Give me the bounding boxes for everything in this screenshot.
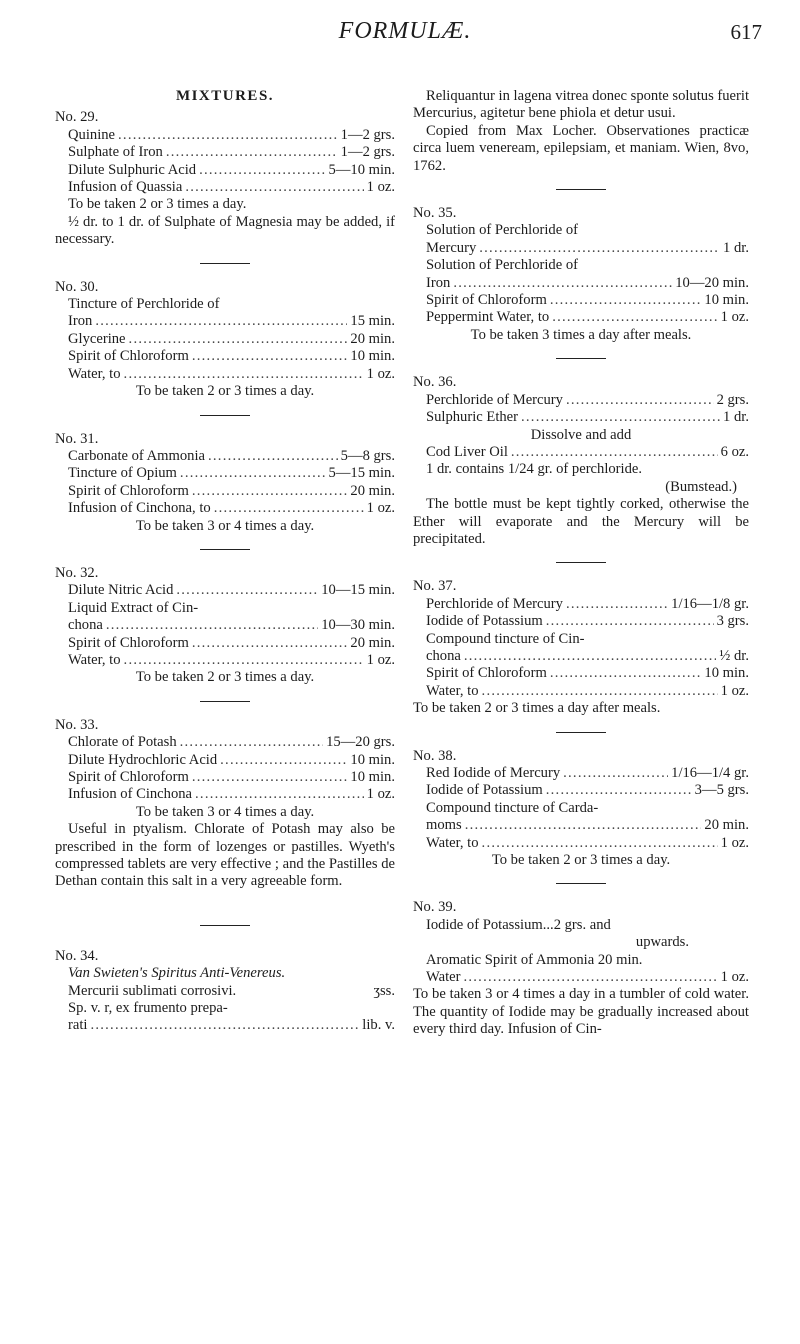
dosage-instruction: To be taken 2 or 3 times a day. bbox=[135, 383, 315, 400]
ingredient-line bbox=[413, 596, 749, 613]
recipe-subtitle: Van Swieten's Spiritus Anti-Venereus. bbox=[68, 965, 286, 982]
ingredient-qty: 5—10 min. bbox=[328, 161, 395, 178]
ingredient-name: Perchloride of Mercury bbox=[426, 595, 563, 612]
ingredient-line bbox=[55, 127, 395, 144]
section-divider bbox=[200, 263, 250, 264]
ingredient-qty: 20 min. bbox=[704, 817, 749, 834]
ingredient-line bbox=[55, 1017, 395, 1034]
ingredient-name-line: Compound tincture of Cin- bbox=[426, 630, 585, 647]
ingredient-name: Iodide of Potassium bbox=[426, 613, 543, 630]
dosage-instruction: To be taken 2 or 3 times a day. bbox=[68, 196, 247, 213]
section-divider bbox=[556, 732, 606, 733]
ingredient-name: Dilute Sulphuric Acid bbox=[68, 161, 197, 178]
ingredient-line bbox=[413, 444, 749, 461]
ingredient-name: Infusion of Quassia bbox=[68, 179, 183, 196]
section-divider bbox=[556, 883, 606, 884]
ingredient-qty: 1 oz. bbox=[366, 500, 395, 517]
recipe-36 bbox=[413, 374, 749, 548]
recipe-number: No. 29. bbox=[55, 109, 99, 126]
dose-content-note: 1 dr. contains 1/24 gr. of perchloride. bbox=[426, 461, 643, 478]
ingredient-qty: 1 oz. bbox=[720, 834, 749, 851]
ingredient-line bbox=[413, 665, 749, 682]
recipe-source-note: Copied from Max Locher. Observationes practicæ circa luem veneream, epilepsiam, et maniam. Wien, 8vo, 1762. bbox=[413, 122, 749, 174]
ingredient-line bbox=[413, 683, 749, 700]
ingredient-line bbox=[413, 765, 749, 782]
ingredient-line bbox=[413, 240, 749, 257]
section-title: MIXTURES. bbox=[175, 88, 275, 104]
ingredient-name: Cod Liver Oil bbox=[426, 443, 508, 460]
dosage-instruction: To be taken 3 or 4 times a day. bbox=[135, 803, 315, 820]
section-divider bbox=[200, 549, 250, 550]
ingredient-line bbox=[55, 652, 395, 669]
ingredient-line bbox=[55, 582, 395, 599]
ingredient-qty: 1 dr. bbox=[723, 239, 749, 256]
ingredient-name: Spirit of Chloroform bbox=[426, 665, 547, 682]
recipe-38 bbox=[413, 748, 749, 870]
recipe-34-continued bbox=[413, 88, 749, 175]
ingredient-name: Perchloride of Mercury bbox=[426, 391, 563, 408]
recipe-34 bbox=[55, 948, 395, 1035]
recipe-35 bbox=[413, 205, 749, 344]
ingredient-qty: 20 min. bbox=[350, 330, 395, 347]
dosage-instruction: To be taken 2 or 3 times a day. bbox=[135, 669, 315, 686]
ingredient-line bbox=[55, 144, 395, 161]
ingredient-line bbox=[55, 162, 395, 179]
ingredient-name: Dilute Nitric Acid bbox=[68, 582, 174, 599]
ingredient-name: Water bbox=[426, 969, 461, 986]
ingredient-line bbox=[413, 817, 749, 834]
ingredient-qty: ʒss. bbox=[373, 982, 395, 999]
page-header bbox=[0, 14, 800, 54]
recipe-note: To be taken 3 or 4 times a day in a tumbler of cold water. The quantity of Iodide may be gradually increased about every third day. Infusion of Cin- bbox=[413, 986, 749, 1038]
ingredient-qty: 5—8 grs. bbox=[340, 447, 395, 464]
ingredient-line bbox=[55, 983, 395, 1000]
ingredient-name: chona bbox=[426, 647, 461, 664]
ingredient-line bbox=[413, 782, 749, 799]
ingredient-qty: 1 oz. bbox=[366, 179, 395, 196]
ingredient-qty: 1 oz. bbox=[366, 651, 395, 668]
ingredient-name: Quinine bbox=[68, 126, 116, 143]
ingredient-qty: 1—2 grs. bbox=[340, 126, 395, 143]
ingredient-qty: 1/16—1/4 gr. bbox=[671, 765, 749, 781]
ingredient-name-line: Liquid Extract of Cin- bbox=[68, 599, 199, 616]
section-divider bbox=[200, 701, 250, 702]
ingredient-qty: lib. v. bbox=[362, 1017, 395, 1034]
ingredient-line bbox=[55, 734, 395, 751]
ingredient-qty: 10—20 min. bbox=[675, 274, 749, 291]
ingredient-name: Mercury bbox=[426, 239, 477, 256]
recipe-number: No. 31. bbox=[55, 430, 99, 447]
ingredient-line bbox=[413, 392, 749, 409]
ingredient-name: moms bbox=[426, 817, 462, 834]
ingredient-qty: 1 oz. bbox=[720, 682, 749, 699]
ingredient-line bbox=[55, 366, 395, 383]
recipe-number: No. 32. bbox=[55, 564, 99, 581]
ingredient-line bbox=[55, 483, 395, 500]
ingredient-qty: 20 min. bbox=[350, 634, 395, 651]
ingredient-name: chona bbox=[68, 617, 103, 634]
page-number: 617 bbox=[730, 20, 762, 44]
ingredient-name: Dilute Hydrochloric Acid bbox=[68, 751, 218, 768]
ingredient-name: Peppermint Water, to bbox=[426, 309, 550, 326]
ingredient-qty: 3 grs. bbox=[716, 613, 749, 630]
ingredient-qty: 10 min. bbox=[350, 769, 395, 785]
ingredient-line bbox=[55, 348, 395, 365]
running-title: FORMULÆ. bbox=[338, 18, 472, 44]
dosage-instruction: To be taken 3 or 4 times a day. bbox=[135, 517, 315, 534]
recipe-32 bbox=[55, 565, 395, 687]
ingredient-line bbox=[55, 331, 395, 348]
ingredient-line bbox=[55, 313, 395, 330]
ingredient-qty: 15—20 grs. bbox=[326, 734, 395, 751]
section-divider bbox=[200, 925, 250, 926]
ingredient-line bbox=[55, 617, 395, 634]
ingredient-name: Iodide of Potassium bbox=[426, 782, 543, 799]
ingredient-line bbox=[413, 648, 749, 665]
recipe-note: The bottle must be kept tightly corked, otherwise the Ether will evaporate and the Mercury will be precipitated. bbox=[413, 496, 749, 547]
ingredient-line bbox=[55, 465, 395, 482]
ingredient-line bbox=[55, 786, 395, 803]
ingredient-name-line: Tincture of Perchloride of bbox=[68, 296, 220, 313]
ingredient-line bbox=[413, 275, 749, 292]
ingredient-line bbox=[55, 769, 395, 786]
dosage-instruction: To be taken 2 or 3 times a day after meals. bbox=[413, 700, 661, 717]
ingredient-name: Water, to bbox=[68, 365, 121, 382]
dosage-instruction: To be taken 2 or 3 times a day. bbox=[491, 852, 671, 869]
recipe-note: Useful in ptyalism. Chlorate of Potash may also be prescribed in the form of lozenges or pastilles. Wyeth's compressed tablets are very effective ; and the Pastilles de Dethan contain this salt in a very agreeable form. bbox=[55, 821, 395, 890]
ingredient-line bbox=[413, 292, 749, 309]
ingredient-name: Infusion of Cinchona, to bbox=[68, 500, 211, 517]
ingredient-name: Iron bbox=[426, 274, 451, 291]
ingredient-name: Sulphate of Iron bbox=[68, 144, 163, 161]
ingredient-qty: 10—30 min. bbox=[321, 617, 395, 634]
recipe-attribution: (Bumstead.) bbox=[665, 478, 737, 495]
ingredient-name: Chlorate of Potash bbox=[68, 734, 177, 751]
ingredient-name: rati bbox=[68, 1017, 88, 1034]
ingredient-name: Sulphuric Ether bbox=[426, 409, 519, 426]
section-divider bbox=[556, 358, 606, 359]
ingredient-name: Red Iodide of Mercury bbox=[426, 765, 561, 781]
ingredient-qty: 10 min. bbox=[704, 665, 749, 682]
ingredient-name: Tincture of Opium bbox=[68, 465, 177, 482]
ingredient-name: Mercurii sublimati corrosivi. bbox=[68, 982, 237, 999]
ingredient-line bbox=[55, 500, 395, 517]
ingredient-name: Spirit of Chloroform bbox=[68, 482, 189, 499]
section-divider bbox=[556, 562, 606, 563]
recipe-30 bbox=[55, 279, 395, 401]
ingredient-name: Water, to bbox=[426, 834, 479, 851]
ingredient-line bbox=[413, 835, 749, 852]
ingredient-name: Infusion of Cinchona bbox=[68, 786, 193, 803]
recipe-number: No. 34. bbox=[55, 947, 99, 964]
ingredient-line bbox=[55, 448, 395, 465]
ingredient-line: Iodide of Potassium...2 grs. and bbox=[426, 916, 611, 933]
recipe-number: No. 38. bbox=[413, 747, 457, 764]
recipe-29 bbox=[55, 109, 395, 248]
recipe-number: No. 36. bbox=[413, 374, 457, 391]
ingredient-name: Carbonate of Ammonia bbox=[68, 447, 205, 464]
ingredient-line bbox=[413, 613, 749, 630]
ingredient-name: Water, to bbox=[68, 651, 121, 668]
recipe-number: No. 30. bbox=[55, 278, 99, 295]
recipe-note: Reliquantur in lagena vitrea donec sponte solutus fuerit Mercurius, agitetur bene phiola et detur usui. bbox=[413, 88, 750, 122]
recipe-39 bbox=[413, 899, 749, 1038]
ingredient-name: Water, to bbox=[426, 682, 479, 699]
ingredient-line-continued: upwards. bbox=[635, 934, 689, 951]
ingredient-qty: 1 oz. bbox=[366, 786, 395, 803]
ingredient-name-line: Sp. v. r, ex frumento prepa- bbox=[68, 1000, 228, 1017]
ingredient-qty: 1 oz. bbox=[720, 309, 749, 326]
recipe-33 bbox=[55, 717, 395, 891]
ingredient-line bbox=[55, 635, 395, 652]
ingredient-qty: 1 oz. bbox=[366, 365, 395, 382]
recipe-37 bbox=[413, 578, 749, 717]
ingredient-line bbox=[55, 752, 395, 769]
ingredient-qty: 1 dr. bbox=[723, 409, 749, 426]
ingredient-name: Spirit of Chloroform bbox=[68, 348, 189, 365]
recipe-note: ½ dr. to 1 dr. of Sulphate of Magnesia may be added, if necessary. bbox=[55, 213, 395, 248]
dosage-instruction: To be taken 3 times a day after meals. bbox=[470, 326, 692, 343]
recipe-number: No. 37. bbox=[413, 578, 457, 595]
ingredient-line bbox=[413, 409, 749, 426]
ingredient-qty: 5—15 min. bbox=[328, 465, 395, 482]
ingredient-qty: 1 oz. bbox=[720, 969, 749, 986]
ingredient-name: Spirit of Chloroform bbox=[426, 292, 547, 309]
ingredient-name: Spirit of Chloroform bbox=[68, 769, 189, 785]
right-column bbox=[413, 88, 749, 1039]
ingredient-qty: 10—15 min. bbox=[321, 582, 395, 599]
ingredient-name: Spirit of Chloroform bbox=[68, 634, 189, 651]
ingredient-line bbox=[55, 179, 395, 196]
ingredient-qty: 15 min. bbox=[350, 313, 395, 330]
ingredient-line bbox=[413, 969, 749, 986]
ingredient-qty: 10 min. bbox=[350, 751, 395, 768]
ingredient-line: Aromatic Spirit of Ammonia 20 min. bbox=[426, 951, 643, 968]
ingredient-qty: 1—2 grs. bbox=[340, 144, 395, 161]
ingredient-name-line: Compound tincture of Carda- bbox=[426, 799, 599, 816]
preparation-step: Dissolve and add bbox=[530, 426, 632, 443]
ingredient-qty: ½ dr. bbox=[719, 647, 749, 664]
recipe-number: No. 33. bbox=[55, 716, 99, 733]
ingredient-line bbox=[413, 309, 749, 326]
ingredient-qty: 2 grs. bbox=[716, 391, 749, 408]
ingredient-qty: 10 min. bbox=[350, 348, 395, 365]
ingredient-name: Glycerine bbox=[68, 330, 126, 347]
left-column bbox=[55, 88, 395, 1035]
recipe-31 bbox=[55, 431, 395, 535]
recipe-number: No. 35. bbox=[413, 205, 457, 222]
recipe-number: No. 39. bbox=[413, 899, 457, 916]
ingredient-qty: 20 min. bbox=[350, 482, 395, 499]
ingredient-qty: 1/16—1/8 gr. bbox=[671, 595, 749, 612]
ingredient-name-line: Solution of Perchloride of bbox=[426, 257, 578, 274]
section-divider bbox=[556, 189, 606, 190]
ingredient-qty: 10 min. bbox=[704, 292, 749, 309]
ingredient-qty: 3—5 grs. bbox=[694, 782, 749, 799]
ingredient-name: Iron bbox=[68, 313, 93, 330]
ingredient-qty: 6 oz. bbox=[720, 443, 749, 460]
ingredient-name-line: Solution of Perchloride of bbox=[426, 222, 578, 239]
section-divider bbox=[200, 415, 250, 416]
